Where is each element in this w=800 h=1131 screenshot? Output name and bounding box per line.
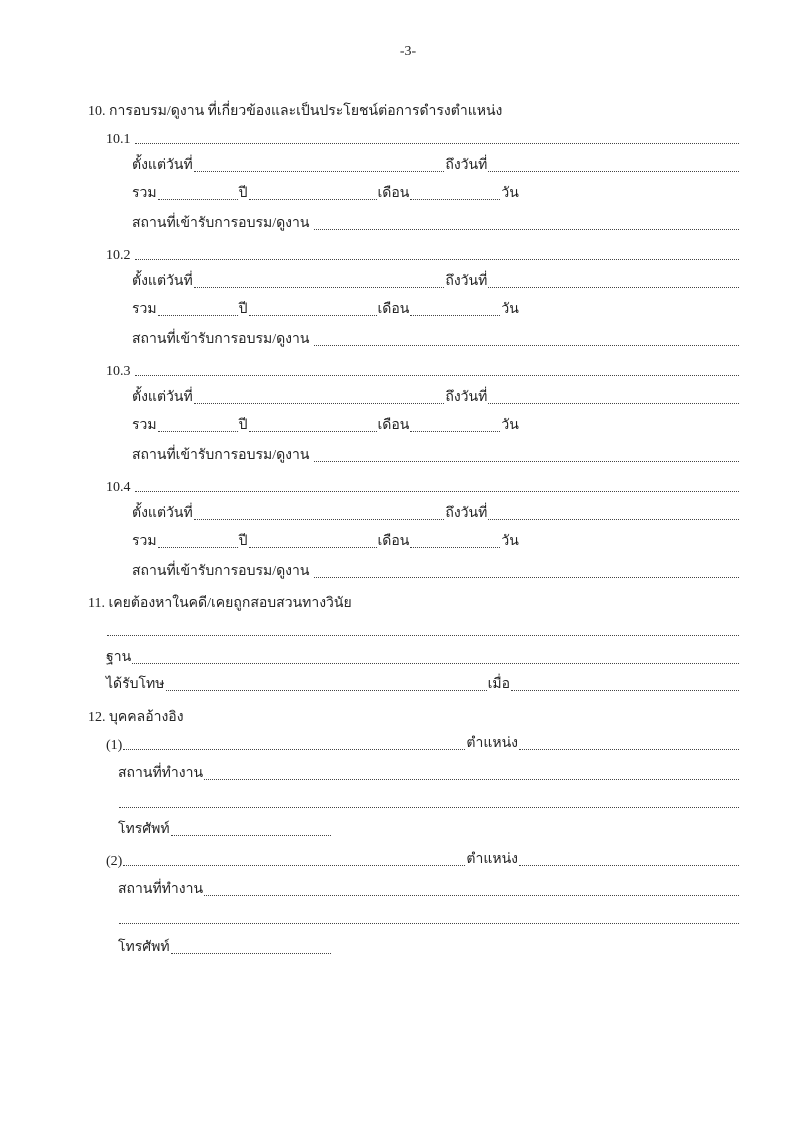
field-label: เดือน — [377, 302, 410, 317]
dotted-blank-field — [135, 143, 739, 144]
item-number: 10.4 — [106, 480, 131, 495]
field-label: ปี — [238, 302, 248, 317]
field-label: สถานที่ทำงาน — [118, 882, 204, 897]
field-label: ตั้งแต่วันที่ — [132, 158, 193, 173]
field-label: โทรศัพท์ — [118, 940, 170, 955]
dotted-blank-field — [314, 577, 739, 578]
training-4-dates — [132, 506, 740, 524]
dotted-blank-field — [158, 547, 238, 548]
dotted-blank-field — [410, 315, 500, 316]
dotted-blank-field — [135, 375, 739, 376]
dotted-blank-field — [158, 315, 238, 316]
training-4-place — [132, 564, 740, 582]
reference-1-phone — [118, 822, 332, 840]
item-number: 10.1 — [106, 132, 131, 147]
field-label: สถานที่เข้ารับการอบรม/ดูงาน — [132, 448, 310, 463]
case-penalty — [106, 677, 740, 695]
dotted-blank-field — [249, 431, 377, 432]
training-2-dates — [132, 274, 740, 292]
field-label: ตั้งแต่วันที่ — [132, 390, 193, 405]
field-label: ตำแหน่ง — [466, 736, 518, 751]
section-10-heading: 10. การอบรม/ดูงาน ที่เกี่ยวข้องและเป็นประโยชน์ต่อการดำรงตำแหน่ง — [88, 104, 503, 119]
field-label: ปี — [238, 534, 248, 549]
field-label: (1) — [106, 738, 123, 753]
dotted-blank-field — [410, 547, 500, 548]
reference-2-phone — [118, 940, 332, 958]
section-11-heading: 11. เคยต้องหาในคดี/เคยถูกสอบสวนทางวินัย — [88, 596, 352, 611]
reference-2-workplace — [118, 882, 740, 900]
dotted-blank-field — [488, 403, 739, 404]
training-3-dates — [132, 390, 740, 408]
dotted-blank-field — [410, 431, 500, 432]
reference-1-workplace — [118, 766, 740, 784]
field-label: ถึงวันที่ — [445, 390, 488, 405]
dotted-blank-field — [511, 690, 739, 691]
field-label: ตั้งแต่วันที่ — [132, 274, 193, 289]
reference-1-name — [106, 736, 740, 754]
field-label: ถึงวันที่ — [445, 274, 488, 289]
field-label: วัน — [501, 418, 519, 433]
training-1-place — [132, 216, 740, 234]
training-3-duration — [132, 418, 519, 436]
field-label: ตำแหน่ง — [466, 852, 518, 867]
field-label: ได้รับโทษ — [106, 677, 165, 692]
dotted-blank-field — [488, 287, 739, 288]
field-label: ฐาน — [106, 650, 132, 665]
dotted-blank-field — [123, 865, 465, 866]
item-number: 10.2 — [106, 248, 131, 263]
section-12-heading: 12. บุคคลอ้างอิง — [88, 710, 184, 725]
field-label: สถานที่ทำงาน — [118, 766, 204, 781]
field-label: รวม — [132, 418, 157, 433]
field-label: ถึงวันที่ — [445, 506, 488, 521]
dotted-blank-field — [519, 865, 739, 866]
training-2-place — [132, 332, 740, 350]
dotted-blank-field — [314, 461, 739, 462]
dotted-blank-field — [314, 345, 739, 346]
training-1-dates — [132, 158, 740, 176]
reference-2-workplace-cont — [118, 910, 740, 928]
dotted-blank-field — [194, 519, 445, 520]
field-label: เดือน — [377, 418, 410, 433]
field-label: ตั้งแต่วันที่ — [132, 506, 193, 521]
field-label: เมื่อ — [487, 677, 510, 692]
training-4-duration — [132, 534, 519, 552]
training-item-3 — [106, 362, 740, 380]
field-label: ถึงวันที่ — [445, 158, 488, 173]
dotted-blank-field — [249, 199, 377, 200]
dotted-blank-field — [158, 431, 238, 432]
training-item-1 — [106, 130, 740, 148]
dotted-blank-field — [123, 749, 465, 750]
field-label: โทรศัพท์ — [118, 822, 170, 837]
case-basis — [106, 650, 740, 668]
dotted-blank-field — [194, 171, 445, 172]
reference-1-workplace-cont — [118, 794, 740, 812]
field-label: ปี — [238, 186, 248, 201]
dotted-blank-field — [171, 835, 331, 836]
training-item-2 — [106, 246, 740, 264]
dotted-blank-field — [314, 229, 739, 230]
training-2-duration — [132, 302, 519, 320]
dotted-blank-field — [519, 749, 739, 750]
dotted-blank-field — [204, 895, 739, 896]
reference-2-name — [106, 852, 740, 870]
dotted-blank-field — [158, 199, 238, 200]
item-number: 10.3 — [106, 364, 131, 379]
dotted-blank-field — [194, 287, 445, 288]
dotted-blank-field — [107, 635, 739, 636]
dotted-blank-field — [119, 807, 739, 808]
dotted-blank-field — [204, 779, 739, 780]
training-1-duration — [132, 186, 519, 204]
field-label: สถานที่เข้ารับการอบรม/ดูงาน — [132, 332, 310, 347]
field-label: รวม — [132, 302, 157, 317]
field-label: เดือน — [377, 534, 410, 549]
field-label: รวม — [132, 186, 157, 201]
field-label: ปี — [238, 418, 248, 433]
field-label: เดือน — [377, 186, 410, 201]
training-item-4 — [106, 478, 740, 496]
dotted-blank-field — [135, 259, 739, 260]
field-label: รวม — [132, 534, 157, 549]
dotted-blank-field — [135, 491, 739, 492]
dotted-blank-field — [410, 199, 500, 200]
dotted-blank-field — [132, 663, 739, 664]
dotted-blank-field — [171, 953, 331, 954]
dotted-blank-field — [249, 547, 377, 548]
field-label: สถานที่เข้ารับการอบรม/ดูงาน — [132, 216, 310, 231]
case-detail-line — [106, 622, 740, 640]
training-3-place — [132, 448, 740, 466]
page-number: -3- — [399, 44, 417, 59]
field-label: (2) — [106, 854, 123, 869]
dotted-blank-field — [488, 519, 739, 520]
field-label: สถานที่เข้ารับการอบรม/ดูงาน — [132, 564, 310, 579]
dotted-blank-field — [488, 171, 739, 172]
dotted-blank-field — [249, 315, 377, 316]
field-label: วัน — [501, 534, 519, 549]
dotted-blank-field — [166, 690, 487, 691]
field-label: วัน — [501, 302, 519, 317]
dotted-blank-field — [119, 923, 739, 924]
dotted-blank-field — [194, 403, 445, 404]
field-label: วัน — [501, 186, 519, 201]
